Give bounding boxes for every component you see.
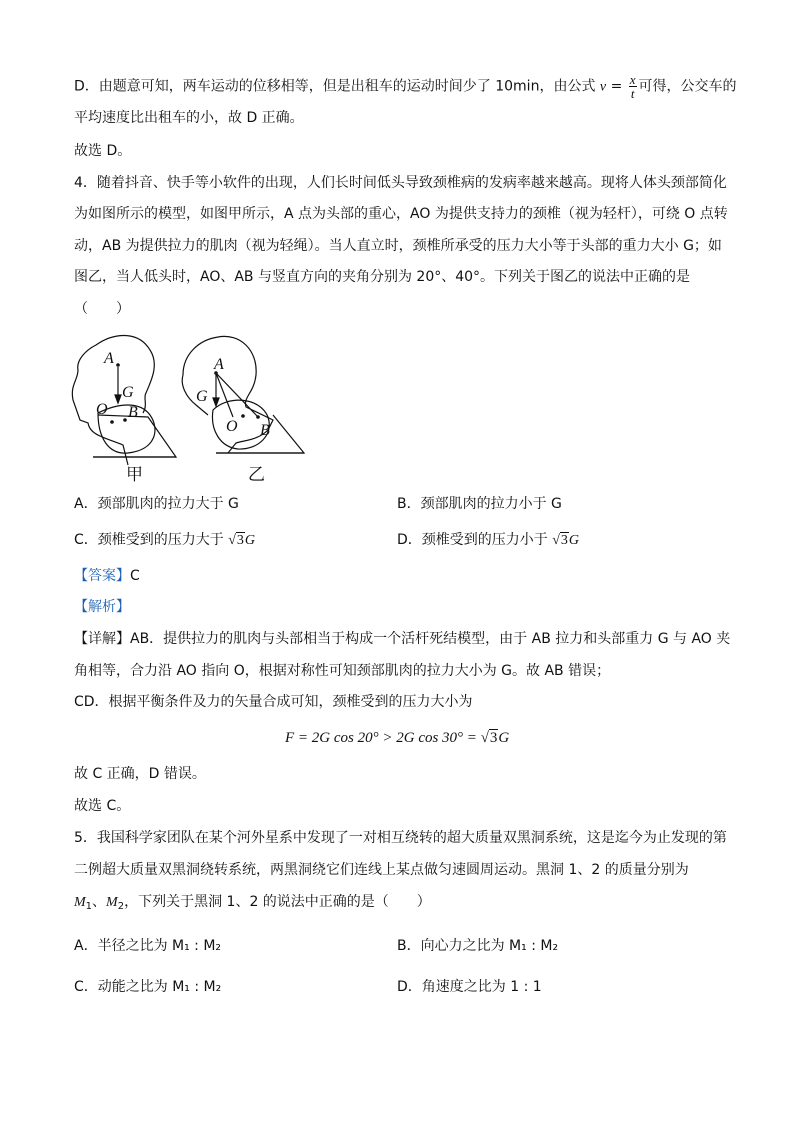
q4-detail-line1: 【详解】AB．提供拉力的肌肉与头部相当于构成一个活杆死结模型，由于 AB 拉力和头部重力 G 与 AO 夹 (74, 631, 731, 647)
label-o-jia: O (96, 401, 108, 418)
q4-detail-line2: 角相等，合力沿 AO 指向 O，根据对称性可知颈部肌肉的拉力大小为 G。故 AB 错误； (74, 663, 611, 679)
q5-option-b: B．向心力之比为 M₁ : M₂ (397, 938, 559, 954)
label-a-yi: A (214, 356, 224, 373)
shoulder-triangle-jia (93, 415, 176, 457)
label-a-jia: A (104, 350, 114, 367)
q4-conclusion: 故 C 正确，D 错误。 (74, 766, 206, 782)
q3-d-text: D．由题意可知，两车运动的位移相等，但是出租车的运动时间少了 10min，由公式 (74, 78, 596, 95)
rod-ao-yi (216, 373, 233, 417)
q5-option-c: C．动能之比为 M₁ : M₂ (74, 979, 222, 995)
q3-d-text-post: 可得，公交车的 (638, 78, 737, 95)
sqrt-3-formula: √3 (480, 730, 498, 746)
point-o-yi (241, 414, 245, 418)
formula-eq: = (606, 78, 627, 95)
q4-detail-line3: CD．根据平衡条件及力的矢量合成可知，颈椎受到的压力大小为 (74, 694, 473, 710)
q4-answer-line: 故选 C。 (74, 798, 131, 814)
q4-stem-line5: （ ） (74, 301, 130, 317)
detail-tag: 【详解】 (74, 631, 130, 647)
gravity-arrowhead-yi (213, 398, 219, 406)
label-o-yi: O (226, 418, 238, 435)
point-b-yi (256, 415, 260, 419)
label-jia: 甲 (126, 465, 143, 485)
label-g-jia: G (122, 384, 134, 401)
q4-stem-line2: 为如图所示的模型，如图甲所示，A 点为头部的重心，AO 为提供支持力的颈椎（视为轻杆），可绕 O 点转 (74, 206, 728, 222)
label-g-yi: G (196, 388, 208, 405)
q4-stem-line1: 4．随着抖音、快手等小软件的出现，人们长时间低头导致颈椎病的发病率越来越高。现将人体头颈部简化 (74, 175, 727, 191)
q3-option-d-line2: 平均速度比出租车的小，故 D 正确。 (74, 110, 304, 126)
sqrt-3-c: √3 (228, 533, 244, 548)
muscle-ab-yi (216, 373, 258, 417)
q5-stem-line3: $M_1$、$M_2$，下列关于黑洞 1、2 的说法中正确的是（ ） (74, 894, 431, 912)
q5-option-a: A．半径之比为 M₁ : M₂ (74, 938, 222, 954)
q3-answer-line: 故选 D。 (74, 143, 132, 159)
label-b-jia: B (128, 404, 138, 421)
q4-option-d: D．颈椎受到的压力小于 √3G (397, 532, 580, 548)
q4-analysis-tag: 【解析】 (74, 599, 130, 615)
q4-figure (68, 325, 313, 485)
q4-stem-line3: 动，AB 为提供拉力的肌肉（视为轻绳）。当人直立时，颈椎所承受的压力大小等于头部的重力大小 G；如 (74, 238, 722, 254)
q5-stem-line1: 5．我国科学家团队在某个河外星系中发现了一对相互绕转的超大质量双黑洞系统，这是迄今为止发现的第 (74, 830, 727, 846)
point-a-jia (116, 363, 120, 367)
fraction-x-over-t: $\frac{x}{t}$ (629, 72, 636, 101)
label-yi: 乙 (248, 465, 265, 485)
q5-option-d: D．角速度之比为 1 : 1 (397, 979, 542, 995)
formula-v: v (599, 79, 607, 95)
q4-option-c: C．颈椎受到的压力大于 √3G (74, 532, 256, 548)
point-o-jia (110, 420, 114, 424)
point-b-jia (123, 418, 127, 422)
q4-option-b: B．颈部肌肉的拉力小于 G (397, 496, 562, 512)
q4-stem-line4: 图乙，当人低头时，AO、AB 与竖直方向的夹角分别为 20°、40°。下列关于图乙的说法中正确的是 (74, 269, 691, 285)
gravity-arrowhead-jia (115, 395, 121, 403)
label-b-yi: B (260, 422, 270, 439)
sqrt-3-d: √3 (552, 533, 568, 548)
q4-answer: 【答案】C (74, 568, 140, 584)
q5-stem-line2: 二例超大质量双黑洞绕转系统，两黑洞绕它们连线上某点做匀速圆周运动。黑洞 1、2 的质量分别为 (74, 862, 689, 878)
q4-option-a: A．颈部肌肉的拉力大于 G (74, 496, 239, 512)
answer-tag: 【答案】 (74, 568, 130, 584)
q4-formula: F = 2G cos 20° > 2G cos 30° = √3G (285, 730, 510, 746)
q3-option-d-line1 (74, 73, 737, 100)
